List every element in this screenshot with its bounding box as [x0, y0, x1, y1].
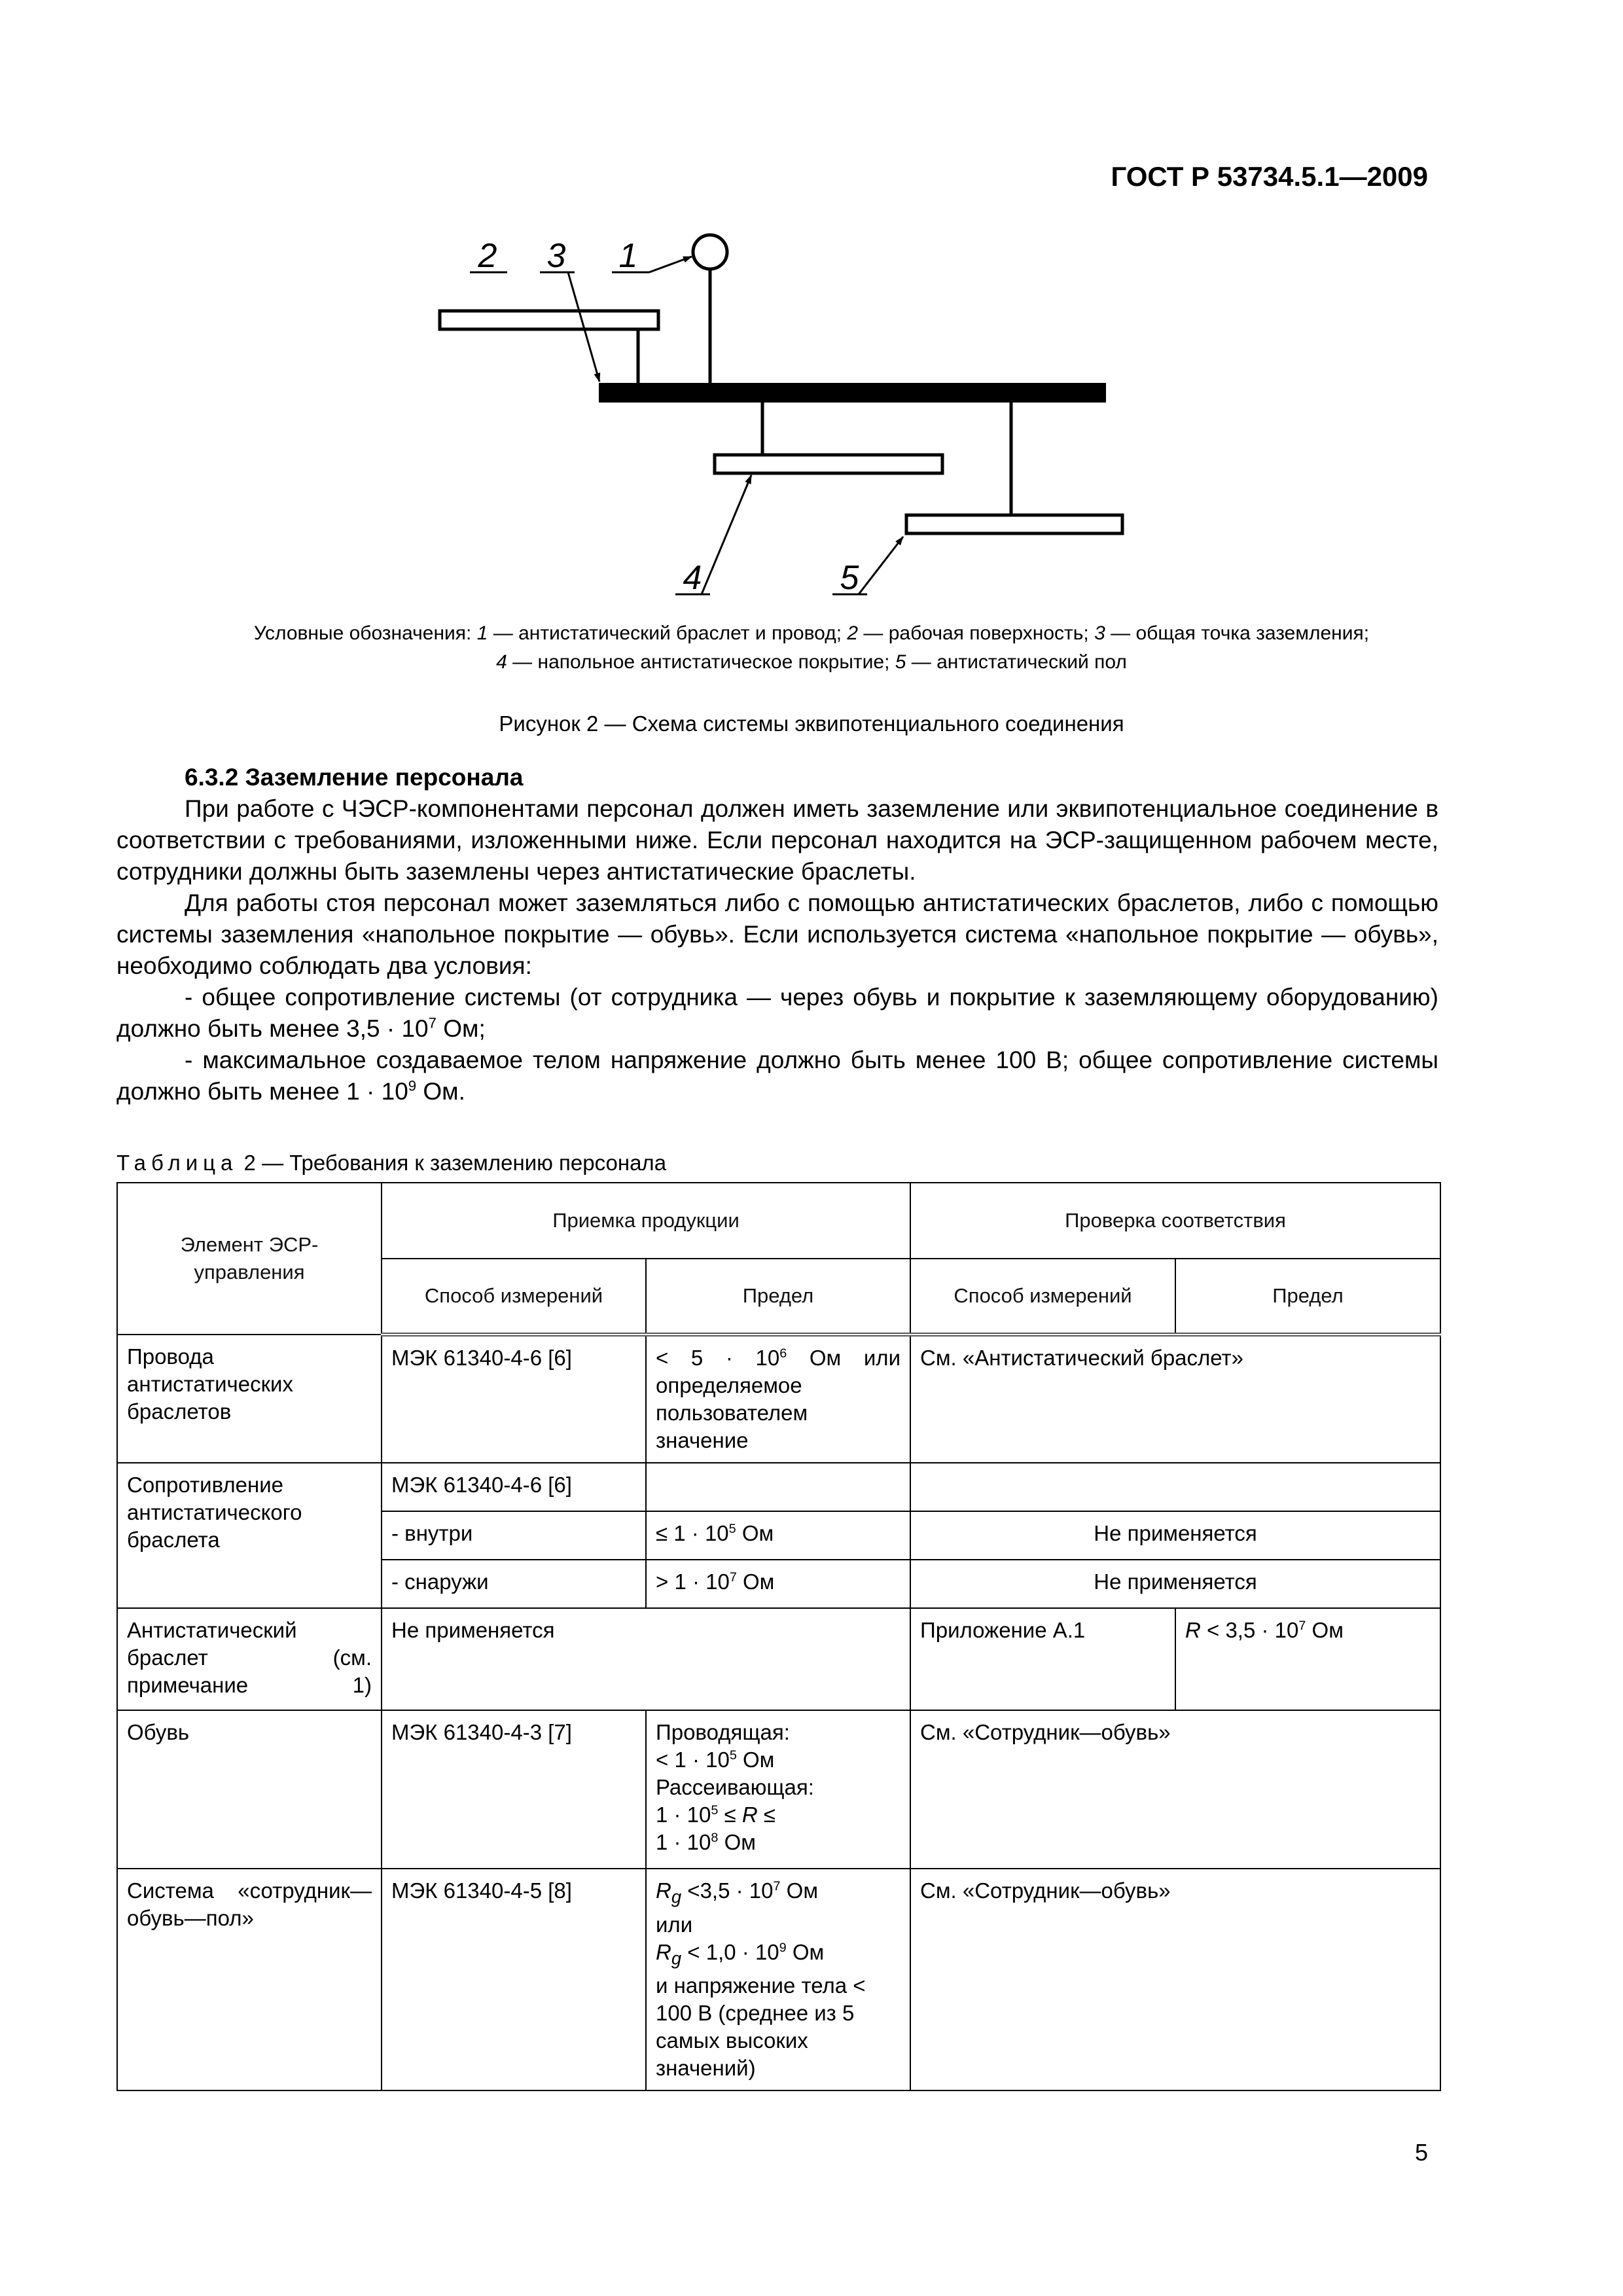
header-method: Способ измерений [910, 1259, 1175, 1335]
diagram-label-1: 1 [618, 237, 638, 275]
section-body [116, 762, 1438, 1107]
figure-legend [131, 619, 1492, 677]
cell-acceptance: Не применяется [382, 1608, 910, 1710]
equipotential-bonding-diagram [0, 216, 1623, 622]
cell-element: Система «сотрудник—обувь—пол» [117, 1869, 382, 2090]
common-ground-bus [599, 383, 1106, 403]
cell-conformity: Не применяется [910, 1511, 1440, 1560]
header-method: Способ измерений [382, 1259, 646, 1335]
cell-conformity: Не применяется [910, 1560, 1440, 1608]
diagram-label-2: 2 [478, 237, 497, 275]
cell-method: МЭК 61340-4-5 [8] [382, 1869, 646, 2090]
table-title-rest: 2 — Требования к заземлению персонала [238, 1151, 667, 1175]
cell-sub-item: - снаружи [382, 1560, 646, 1608]
legend-num: 4 [496, 651, 507, 673]
cell-limit: > $1 \cdot 10^7$ Ом [646, 1560, 910, 1608]
legend-text: — рабочая поверхность; [858, 622, 1089, 644]
legend-num: 1 [476, 622, 488, 644]
cell-limit: $R_g <3,5 \cdot 10^7$ Ом или $R_g < 1,0 \cdot 10^9$ Ом и напряжение тела < 100 В (среднее из 5 самых высоких значений) [646, 1869, 910, 2090]
figure-caption: Рисунок 2 — Схема системы эквипотенциального соединения [499, 711, 1124, 736]
antistatic-floor [906, 515, 1122, 533]
cell-limit: $R < 3,5 \cdot 10^7$ Ом [1175, 1608, 1440, 1710]
cell-element: Антистатический браслет (см. примечание 1) [117, 1608, 382, 1710]
paragraph-2: Для работы стоя персонал может заземляться либо с помощью антистатических браслетов, либо с помощью системы заземления «напольное покрытие — обувь». Если используется система «напольное покрытие — обувь», необходимо соблюдать два условия: [116, 889, 1438, 979]
section-heading: 6.3.2 Заземление персонала [185, 764, 524, 791]
legend-line-2 [131, 648, 1492, 677]
header-limit: Предел [1175, 1259, 1440, 1335]
floor-covering [715, 455, 942, 473]
bullet-1: - общее сопротивление системы (от сотрудника — через обувь и покрытие к заземляющему оборудованию) должно быть менее $3,5 \cdot 10^7$ Ом; [116, 984, 1438, 1042]
grounding-requirements-table [116, 1182, 1441, 2091]
table-row [117, 1463, 1440, 1511]
diagram-label-3: 3 [546, 237, 566, 275]
cell-limit [646, 1463, 910, 1511]
cell-element: Провода антистатических браслетов [117, 1335, 382, 1463]
cell-method: Приложение А.1 [910, 1608, 1175, 1710]
cell-conformity: См. «Антистатический браслет» [910, 1335, 1440, 1463]
legend-line-1 [131, 619, 1492, 648]
diagram-label-4: 4 [683, 559, 702, 597]
legend-prefix: Условные обозначения: [253, 622, 472, 644]
cell-element: Обувь [117, 1710, 382, 1869]
legend-text: — антистатический браслет и провод; [488, 622, 842, 644]
legend-num: 5 [895, 651, 906, 673]
header-conformity: Проверка соответствия [910, 1183, 1440, 1259]
diagram-label-5: 5 [840, 559, 859, 597]
cell-limit: Проводящая: < $1 \cdot 10^5$ Ом Рассеивающая: $1 \cdot 10^5 \le R$ ≤ $1 \cdot 10^8$ Ом [646, 1710, 910, 1869]
wrist-strap-symbol [693, 235, 727, 269]
bullet-2: - максимальное создаваемое телом напряжение должно быть менее 100 В; общее сопротивление системы должно быть менее $1 \cdot 10^9$ Ом. [116, 1047, 1438, 1105]
cell-method: МЭК 61340-4-6 [6] [382, 1463, 646, 1511]
cell-limit: < $5 \cdot 10^6$ Ом или определяемое пользователем значение [646, 1335, 910, 1463]
document-code: ГОСТ Р 53734.5.1—2009 [1111, 161, 1428, 192]
table-row [117, 1710, 1440, 1869]
table-word: Таблица [116, 1151, 238, 1175]
table-row [117, 1335, 1440, 1463]
header-element: Элемент ЭСР-управления [117, 1183, 382, 1335]
cell-element: Сопротивление антистатического браслета [117, 1463, 382, 1608]
table-title [116, 1151, 666, 1175]
paragraph-1: При работе с ЧЭСР-компонентами персонал должен иметь заземление или эквипотенциальное соединение в соответствии с требованиями, изложенными ниже. Если персонал находится на ЭСР-защищенном рабочем месте, сотрудники должны быть заземлены через антистатические браслеты. [116, 795, 1438, 885]
cell-method: МЭК 61340-4-3 [7] [382, 1710, 646, 1869]
legend-text: — напольное антистатическое покрытие; [507, 651, 890, 673]
header-limit: Предел [646, 1259, 910, 1335]
page-number: 5 [1414, 2139, 1428, 2166]
cell-conformity [910, 1463, 1440, 1511]
legend-text: — антистатический пол [906, 651, 1127, 673]
cell-limit: ≤ $1 \cdot 10^5$ Ом [646, 1511, 910, 1560]
legend-text: — общая точка заземления; [1105, 622, 1370, 644]
header-acceptance: Приемка продукции [382, 1183, 910, 1259]
table-row [117, 1608, 1440, 1710]
table-row [117, 1869, 1440, 2090]
cell-conformity: См. «Сотрудник—обувь» [910, 1710, 1440, 1869]
legend-num: 3 [1094, 622, 1105, 644]
legend-num: 2 [847, 622, 859, 644]
cell-sub-item: - внутри [382, 1511, 646, 1560]
cell-conformity: См. «Сотрудник—обувь» [910, 1869, 1440, 2090]
work-surface [440, 311, 658, 329]
cell-method: МЭК 61340-4-6 [6] [382, 1335, 646, 1463]
